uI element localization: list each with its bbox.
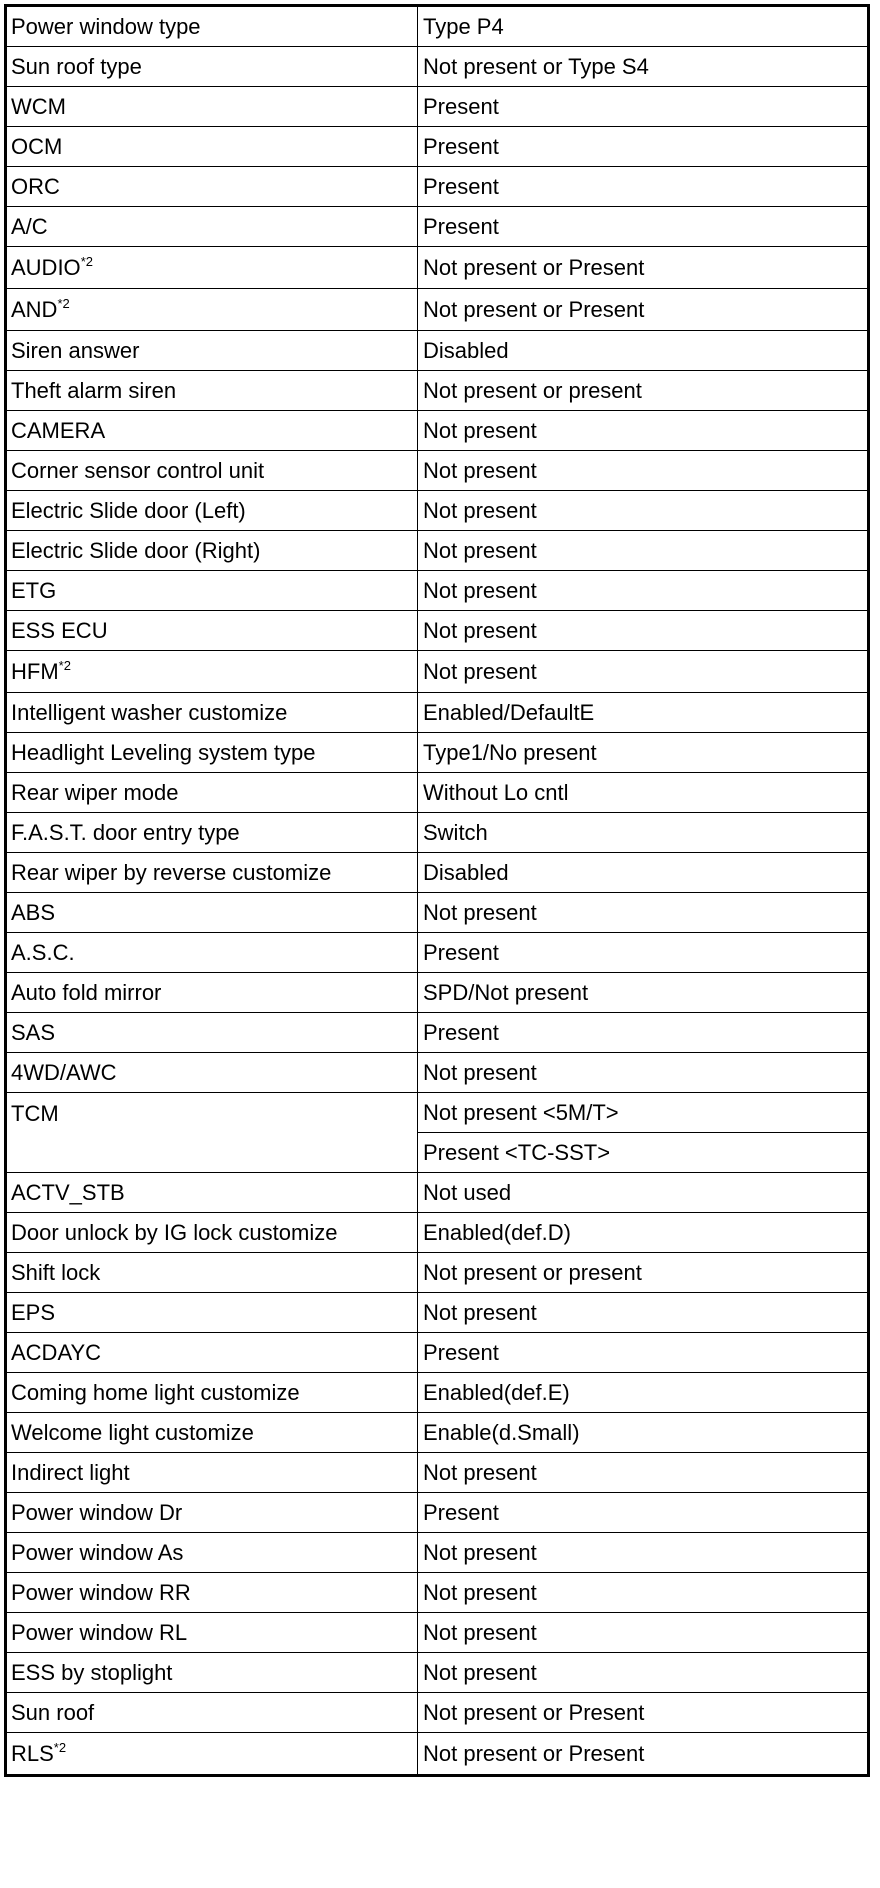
value-cell: Present: [418, 1493, 869, 1533]
table-row: [6, 1733, 869, 1776]
value-cell: Not present: [418, 1533, 869, 1573]
item-label: Power window Dr: [11, 1499, 183, 1525]
footnote-marker: *2: [80, 253, 93, 269]
value-cell: Not present or Present: [418, 247, 869, 289]
value-cell: Not present: [418, 571, 869, 611]
item-label: Welcome light customize: [11, 1419, 254, 1445]
item-label: Power window As: [11, 1539, 184, 1565]
item-label: A/C: [11, 213, 48, 239]
item-cell: [6, 1373, 418, 1413]
item-label: OCM: [11, 133, 63, 159]
item-label: AND: [11, 296, 58, 322]
item-label: CAMERA: [11, 417, 106, 443]
table-row: [6, 289, 869, 331]
table-row: [6, 733, 869, 773]
item-cell: [6, 6, 418, 47]
item-label: ACTV_STB: [11, 1179, 125, 1205]
item-label: Power window RR: [11, 1579, 191, 1605]
table-row: [6, 651, 869, 693]
item-label: Auto fold mirror: [11, 979, 162, 1005]
value-cell: Not present or present: [418, 1253, 869, 1293]
table-row: [6, 247, 869, 289]
item-label: Theft alarm siren: [11, 377, 177, 403]
table-row: [6, 773, 869, 813]
item-cell: [6, 813, 418, 853]
table-row: [6, 207, 869, 247]
value-cell: Present: [418, 167, 869, 207]
table-row: [6, 1053, 869, 1093]
item-label: Coming home light customize: [11, 1379, 300, 1405]
item-label: Rear wiper mode: [11, 779, 179, 805]
item-label: Electric Slide door (Right): [11, 537, 261, 563]
item-cell: [6, 491, 418, 531]
table-row: [6, 6, 869, 47]
item-cell: [6, 47, 418, 87]
item-cell: [6, 1733, 418, 1776]
item-label: Intelligent washer customize: [11, 699, 288, 725]
item-label: Headlight Leveling system type: [11, 739, 316, 765]
item-label: ABS: [11, 899, 56, 925]
value-cell: Enabled(def.E): [418, 1373, 869, 1413]
value-cell: Present: [418, 87, 869, 127]
value-cell: Present: [418, 1013, 869, 1053]
item-cell: [6, 933, 418, 973]
item-label: SAS: [11, 1019, 56, 1045]
value-cell: Not used: [418, 1173, 869, 1213]
item-cell: [6, 853, 418, 893]
value-cell: Type1/No present: [418, 733, 869, 773]
item-cell: [6, 451, 418, 491]
item-label: ESS ECU: [11, 617, 108, 643]
item-label: Sun roof type: [11, 53, 142, 79]
item-cell: [6, 207, 418, 247]
value-cell: Not present: [418, 1053, 869, 1093]
table-row: [6, 491, 869, 531]
item-cell: [6, 531, 418, 571]
item-cell: [6, 1013, 418, 1053]
item-label: ORC: [11, 173, 60, 199]
table-row: [6, 1693, 869, 1733]
item-label: TCM: [11, 1101, 59, 1126]
item-cell: [6, 1213, 418, 1253]
item-label: Rear wiper by reverse customize: [11, 859, 332, 885]
value-cell: Enabled(def.D): [418, 1213, 869, 1253]
item-label: Shift lock: [11, 1259, 101, 1285]
value-cell: Present: [418, 127, 869, 167]
table-row: [6, 127, 869, 167]
value-cell: Not present: [418, 1453, 869, 1493]
table-row: [6, 1373, 869, 1413]
item-label: ESS by stoplight: [11, 1659, 173, 1685]
item-label: ETG: [11, 577, 57, 603]
table-row: [6, 853, 869, 893]
table-row: [6, 571, 869, 611]
value-cell: Not present or Type S4: [418, 47, 869, 87]
item-cell: [6, 1453, 418, 1493]
item-label: Electric Slide door (Left): [11, 497, 246, 523]
table-row: [6, 893, 869, 933]
item-cell: [6, 1653, 418, 1693]
table-row: [6, 973, 869, 1013]
value-cell: Not present: [418, 1613, 869, 1653]
item-label: AUDIO: [11, 254, 81, 280]
table-row: [6, 933, 869, 973]
value-cell: Not present: [418, 651, 869, 693]
item-cell: [6, 773, 418, 813]
item-cell: [6, 693, 418, 733]
table-row: [6, 531, 869, 571]
item-cell: [6, 1573, 418, 1613]
item-label: Power window type: [11, 13, 201, 39]
item-cell: [6, 1093, 418, 1173]
value-cell: SPD/Not present: [418, 973, 869, 1013]
value-cell: Disabled: [418, 331, 869, 371]
item-label: Sun roof: [11, 1699, 95, 1725]
item-cell: [6, 371, 418, 411]
value-cell: Not present: [418, 1573, 869, 1613]
item-cell: [6, 167, 418, 207]
item-cell: [6, 1293, 418, 1333]
table-row: [6, 167, 869, 207]
value-cell: Disabled: [418, 853, 869, 893]
item-cell: [6, 411, 418, 451]
value-cell: Not present: [418, 893, 869, 933]
item-label: Corner sensor control unit: [11, 457, 265, 483]
item-cell: [6, 571, 418, 611]
item-cell: [6, 973, 418, 1013]
item-cell: [6, 1493, 418, 1533]
item-label: 4WD/AWC: [11, 1059, 117, 1085]
item-label: ACDAYC: [11, 1339, 102, 1365]
item-label: HFM: [11, 658, 59, 684]
value-cell: Not present: [418, 411, 869, 451]
value-cell: Not present: [418, 451, 869, 491]
item-cell: [6, 247, 418, 289]
item-label: A.S.C.: [11, 939, 75, 965]
table-row: [6, 1013, 869, 1053]
value-cell: Without Lo cntl: [418, 773, 869, 813]
value-cell: Present: [418, 207, 869, 247]
value-cell: Not present: [418, 491, 869, 531]
configuration-table: [4, 4, 870, 1777]
configuration-table-body: [6, 6, 869, 1776]
item-label: Siren answer: [11, 337, 140, 363]
item-cell: [6, 733, 418, 773]
table-row: [6, 1333, 869, 1373]
item-label: Door unlock by IG lock customize: [11, 1219, 338, 1245]
table-row: [6, 611, 869, 651]
item-label: RLS: [11, 1740, 54, 1766]
table-row: [6, 411, 869, 451]
table-row: [6, 1533, 869, 1573]
table-row: [6, 1493, 869, 1533]
value-cell: Not present: [418, 531, 869, 571]
footnote-marker: *2: [58, 657, 71, 673]
value-cell: Not present or Present: [418, 289, 869, 331]
item-label: Power window RL: [11, 1619, 188, 1645]
item-cell: [6, 893, 418, 933]
value-cell: Present: [418, 933, 869, 973]
value-cell: Enable(d.Small): [418, 1413, 869, 1453]
value-cell: Enabled/DefaultE: [418, 693, 869, 733]
table-row: [6, 371, 869, 411]
table-row: [6, 1573, 869, 1613]
table-row: [6, 47, 869, 87]
table-row: [6, 813, 869, 853]
item-cell: [6, 1693, 418, 1733]
table-row: [6, 1453, 869, 1493]
table-row: [6, 1413, 869, 1453]
table-row: [6, 331, 869, 371]
table-row: [6, 1213, 869, 1253]
item-cell: [6, 1613, 418, 1653]
item-cell: [6, 611, 418, 651]
item-cell: [6, 1533, 418, 1573]
table-row: [6, 1653, 869, 1693]
value-cell: Not present: [418, 611, 869, 651]
item-cell: [6, 1333, 418, 1373]
item-cell: [6, 1173, 418, 1213]
value-cell: Present <TC-SST>: [418, 1133, 869, 1173]
table-row: [6, 1093, 869, 1133]
table-row: [6, 693, 869, 733]
table-row: [6, 1293, 869, 1333]
footnote-marker: *2: [53, 1739, 67, 1755]
table-row: [6, 1173, 869, 1213]
table-row: [6, 87, 869, 127]
item-label: EPS: [11, 1299, 56, 1325]
item-cell: [6, 331, 418, 371]
value-cell: Switch: [418, 813, 869, 853]
item-cell: [6, 1413, 418, 1453]
value-cell: Not present: [418, 1293, 869, 1333]
table-row: [6, 451, 869, 491]
value-cell: Not present <5M/T>: [418, 1093, 869, 1133]
item-cell: [6, 289, 418, 331]
value-cell: Not present or present: [418, 371, 869, 411]
item-cell: [6, 87, 418, 127]
value-cell: Not present or Present: [418, 1733, 869, 1776]
item-label: Indirect light: [11, 1459, 130, 1485]
table-row: [6, 1253, 869, 1293]
footnote-marker: *2: [57, 295, 70, 311]
value-cell: Not present: [418, 1653, 869, 1693]
value-cell: Present: [418, 1333, 869, 1373]
item-cell: [6, 651, 418, 693]
value-cell: Type P4: [418, 6, 869, 47]
item-label: F.A.S.T. door entry type: [11, 819, 240, 845]
item-cell: [6, 127, 418, 167]
value-cell: Not present or Present: [418, 1693, 869, 1733]
item-cell: [6, 1253, 418, 1293]
table-row: [6, 1613, 869, 1653]
item-cell: [6, 1053, 418, 1093]
item-label: WCM: [11, 93, 66, 119]
